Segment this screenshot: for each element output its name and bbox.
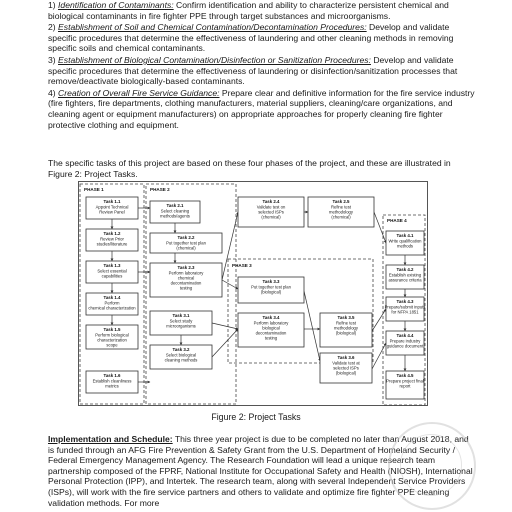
task-description: Perform laboratory [253,320,289,326]
task-description: (biological) [335,330,357,336]
task-description: Put together test plan [251,284,291,290]
task-description: Perform [104,300,120,306]
task-id: Task 4.3 [396,299,414,304]
phase-item [48,0,476,21]
task-description: decontamination [170,280,202,286]
task-description: Prepare project final [386,378,424,384]
task-description: methodology [329,209,353,215]
task-description: Select cleaning [160,208,190,214]
task-description: Select essential [97,268,127,274]
intro-paragraph: The specific tasks of this project are based on these four phases of the project, and these are illustrated in Figure 2: Project Tasks. [48,158,451,179]
task-id: Task 3.4 [262,315,280,320]
phase-item [48,88,476,130]
task-description: methods/agents [160,213,190,219]
task-description: Select biological [165,352,197,358]
task-id: Task 1.4 [103,295,121,300]
task-id: Task 4.4 [396,333,414,338]
task-description: microorganisms [166,323,196,329]
task-id: Task 2.2 [177,235,195,240]
task-description: testing [264,335,278,341]
project-tasks-figure [78,181,428,406]
phase-number: 4) [48,87,56,98]
task-id: Task 4.1 [396,233,414,238]
task-description: Review Prior [100,236,124,242]
task-description: Validate test at [332,360,360,366]
task-description: (biological) [260,289,282,295]
task-id: Task 3.6 [337,355,355,360]
phase-text: Develop and validate specific procedures that determine the effectiveness of laundering or disinfection/sanitization processes that remove/deactivate biologically-based contaminants. [48,54,458,87]
task-id: Task 2.3 [177,265,195,270]
task-description: for NFPA 1851 [391,309,419,315]
task-description: (chemical) [176,245,196,251]
task-description: Refine test [335,320,357,326]
phase-label: PHASE 3 [232,263,252,268]
task-id: Task 1.5 [103,327,121,332]
task-description: Prepare/submit inputs [384,304,426,310]
task-description: Appoint Technical [95,204,129,210]
task-id: Task 3.2 [172,347,190,352]
phase-label: PHASE 2 [150,187,170,192]
task-description: (chemical) [331,214,351,220]
foundation-seal-logo [388,422,476,510]
task-description: guidance document [386,343,424,349]
phase-label: PHASE 1 [84,187,104,192]
task-description: cleaning methods [164,357,198,363]
phase-item [48,55,476,87]
task-description: studies/literature [96,241,128,247]
phase-heading: Creation of Overall Fire Service Guidance: [58,87,220,98]
task-id: Task 1.3 [103,263,121,268]
task-description: chemical [177,275,195,281]
task-id: Task 4.5 [396,373,414,378]
task-description: metrics [105,383,119,389]
implementation-heading: Implementation and Schedule: [48,434,173,444]
task-description: selected ISPs [333,365,359,371]
task-id: Task 3.5 [337,315,355,320]
task-description: scope [106,342,118,348]
phase-number: 3) [48,54,56,65]
task-id: Task 1.1 [103,199,121,204]
task-description: Refine test [330,204,352,210]
phase-heading: Identification of Contaminants: [58,0,174,10]
task-id: Task 1.2 [103,231,121,236]
task-description: (biological) [335,370,357,376]
task-description: Write qualification [388,238,422,244]
phase-text: Prepare clear and definitive information for the fire service industry (fire fighters, fire departments, clothing manufacturers, material suppliers, cleaning/care organizations, and cleaning agent or equipment manufacturers) on appropriate approaches for properly cleaning fire fighter protective clothing and equipment. [48,87,475,130]
task-description: (chemical) [261,214,281,220]
phase-label: PHASE 4 [387,218,407,223]
task-id: Task 2.5 [332,199,350,204]
figure-caption: Figure 2: Project Tasks [211,412,301,422]
phase-list [48,0,476,131]
phase-heading: Establishment of Biological Contamination/Disinfection or Sanitization Procedures: [58,54,371,65]
task-description: Prepare industry [389,338,421,344]
phase-number: 2) [48,22,56,33]
task-description: decontamination [255,330,287,336]
seal-inner-ring [400,434,462,496]
task-description: characterization [97,337,127,343]
task-description: selected ISPs [258,209,284,215]
phase-text: Develop and validate specific procedures that determine the effectiveness of laundering and other cleaning methods in removing specific soils and chemical contaminants. [48,22,454,54]
project-tasks-diagram [78,181,428,406]
task-description: Select study [169,318,193,324]
task-description: Review Panel [99,209,125,215]
task-description: biological [262,325,280,331]
phase-item [48,22,476,54]
task-id: Task 2.1 [166,203,184,208]
task-description: Establish cleanliness [92,378,132,384]
task-description: chemical characterization [88,305,136,311]
task-description: Perform biological [95,332,129,338]
task-description: methodology [334,325,358,331]
task-description: assurance criteria [388,277,422,283]
task-id: Task 1.6 [103,373,121,378]
task-id: Task 3.3 [262,279,280,284]
task-description: report [399,383,411,389]
task-description: Put together test plan [166,240,206,246]
task-id: Task 2.4 [262,199,280,204]
task-description: methods [396,243,414,249]
phase-heading: Establishment of Soil and Chemical Contamination/Decontamination Procedures: [58,22,367,33]
task-description: Perform laboratory [168,270,204,276]
task-id: Task 3.1 [172,313,190,318]
phase-text: Confirm identification and ability to characterize persistent chemical and biological contaminants in fire fighter PPE through target substances and microorganisms. [48,0,449,21]
task-id: Task 4.2 [396,267,414,272]
task-description: testing [179,285,193,291]
task-description: Validate test on [256,204,286,210]
implementation-text: This three year project is due to be completed no later than August 2018, and is funded through an AFG Fire Prevention & Safety Grant from the U.S. Department of Homeland Security / Federal Emergency Management Agency. The Research Foundation will lead a unique research team partnership composed of the FPRF, National Institute for Occupational Safety and Health (NIOSH), International Personal Protection (IPP), and Intertek. The research team, along with several Independent Service Providers (ISPs), will work with the fire service partners and others to validate and optimize fire fighter PPE cleaning validation methods. For more [48,434,473,508]
task-description: capabilities [101,273,123,279]
phase-number: 1) [48,0,56,10]
task-description: Establish existing [388,272,422,278]
